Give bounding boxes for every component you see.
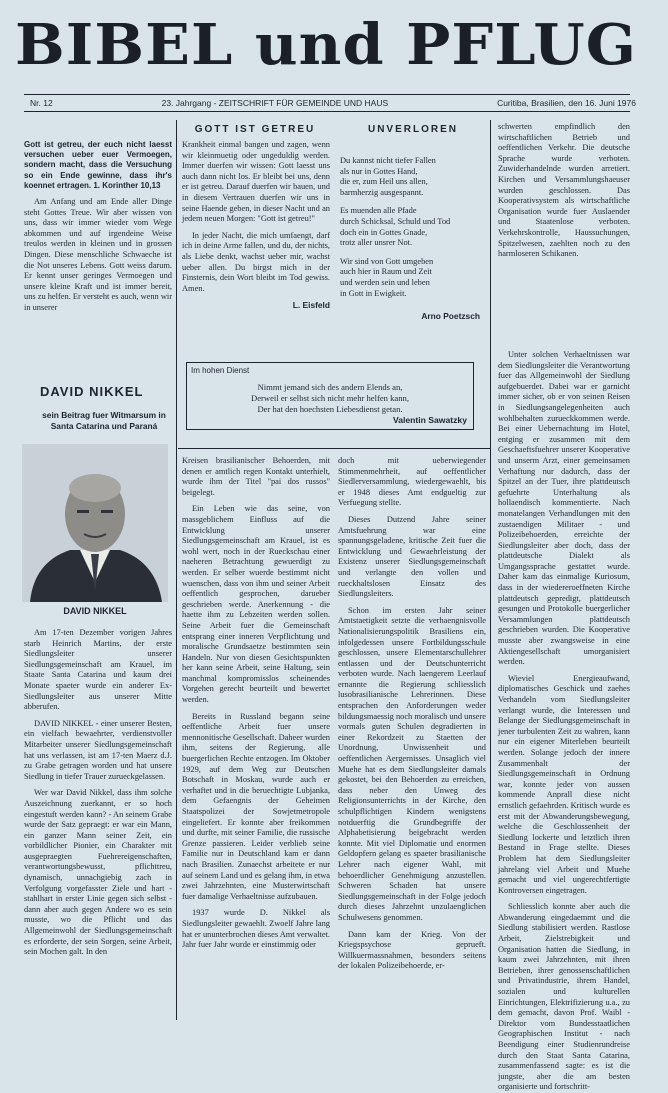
article-paragraph: Schliesslich konnte aber auch die Abwanderung eingedaemmt und die Siedlung stabilisiert werden. Rastlose Arbeit, Zielstrebigkeit und Organisation hatten die Siedlung, in kaum zwei Jahrzehnten, mit ihren Betrieben, ihrer genossenschaftlichen und Privatindustrie, ihrem Handel, sozialen und kulturellen Einrichtungen, Elektrifizierung u.a., zu dem gemacht, davon Prof. Waibl - Direktor vom Bundesstaatlichen Geographischen Institut - nach Beendigung einer Studienrundreise durch den Staat Santa Catarina, zusammenfassend sagte: es ist die jungste, aber die am besten organisierte und fortschritt- [498, 902, 630, 1092]
article-paragraph: Dieses Dutzend Jahre seiner Amtsfuehrung war eine spannungsgeladene, kritische Zeit fuer die Entwicklung und Gewaehrleistung der Existenz unserer Siedlungsgemeinschaft und verlangte den vollen und rueckhaltslosen Einsatz des Siedlungsleiters. [338, 514, 486, 599]
nikkel-column-1 [24, 628, 172, 1020]
poem-line: Es muenden alle Pfade [340, 206, 417, 216]
nikkel-column-2 [182, 456, 330, 1020]
article-author: L. Eisfeld [292, 300, 330, 311]
quote-box-title: Im hohen Dienst [191, 366, 250, 375]
section-rule [178, 448, 490, 449]
quote-author: Valentin Sawatzky [392, 415, 467, 425]
article-paragraph: DAVID NIKKEL - einer unserer Besten, ein vielfach bewaehrter, verdienstvoller Mitarbeiter unserer Siedlungsgemeinschaft hat uns verlassen, ist am 17-ten Maerz d.J. zu Grabe getragen worden und hat unsere Siedlung in tiefer Trauer zurueckgelassen. [24, 718, 172, 781]
portrait-photo [22, 444, 168, 602]
article-paragraph: schwerten empfindlich den wirtschaftlichen Betrieb und oeffentlichen Verkehr. Die deutsche Sprache wurde verboten. Zuwiderhandelnde wurden arretiert. Kirchen und Versammlungshaeuser wurden geschlossen. Das Kooperativsystem als wirtschaftliche Organisation wurde fuer Auslaender und Staatenlose verboten. Verkehrskontrolle, Haussuchungen, Spitzelwesen, zaehlten noch zu den harmloseren Schikanen. [498, 122, 630, 259]
top-rule [24, 94, 630, 95]
issue-rule [24, 111, 630, 112]
poem-heading: UNVERLOREN [367, 124, 458, 135]
poem-stanza [340, 257, 490, 299]
poem-column [340, 156, 490, 346]
poem-line: die er, zum Heil uns allen, [340, 177, 428, 187]
masthead-title: BIBEL und PFLUG [15, 12, 637, 78]
poem-line: durch Schicksal, Schuld und Tod [340, 216, 451, 226]
article-paragraph: Unter solchen Verhaeltnissen war dem Siedlungsleiter die Verantwortung fuer das Allgemeinwohl der Siedlung aufgebuerdet. Dabei war er garnicht immer sicher, ob er von seinen Reisen in Siedlungsangelegenheiten auch wohlbehalten zurueckkommen werde. Bei einer Uebernachtung im Hotel, entging er zusammen mit dem Geschaeftsfuehrer unserer Kooperative und unserm Arzt, einer gemeinsamen Verhaftung nur dadurch, dass der Spitzel an der Tuer, ihre plattdeutsch gefuehrte Unterhaltung als hollaendisch kommentierte. Nach monatelangen Verhandlungen mit den zustaendigen Militaer - und Polizeibehoerden, erreichte der Siedlungsleiter aber doch, dass der plattdeutsche Dialekt als Umgangssprache gestattet wurde. Daher kam das einmalige Kuriosum, dass in der wiedereroeffneten Kirche plattdeutsch gepredigt, plattdeutsch gesungen und Protokolle buergerlicher Versammlungen plattdeutsch geschrieben wurden. Die Kooperative musste aber zwangsweise in eine Aktiengesellschaft umorganisiert werden. [498, 350, 630, 667]
poem-line: barmherzig ausgespannt. [340, 187, 424, 197]
article-paragraph: Schon im ersten Jahr seiner Amtstaetigkeit setzte die verhaengnisvolle Nationalisierungspolitik Brasiliens ein, infolgedessen unsere Fortbildungsschule geschlossen, unsere Elementarschullehrer entlassen und der Deutschunterricht verboten wurde. Nach laengerem Leerlauf ernannte die Regierung schliesslich lusobrasilianische Lehrerinnen. Diese entsprachen den Anforderungen weder bildungsmaessig noch moralisch und unsere vormals guten Schulen degradierten in einer Rekordzeit zu Staetten der Unordnung, Unwissenheit und oeffentlichen Aergernisses. Unsaglich viel Muehe hat es dem Siedlungsleiter damals gekostet, bei den Behoerden zu erreichen, dass neber den Unweg des Religionsunterrichts in der Kirche, den schulpflichtigen Kindern wenigstens notduerftig die Grundbegriffe der Alphabetisierung beigebracht werden konnte. Mit viel Diplomatie und enormen Geldopfern gelang es spaeter brasilianische Lehrer nach eigener Wahl, mit behoerdlicher Genehmigung anzustellen. Schweren Schaden hat unsere Siedlungsgemeinschaft in der Folge jedoch durch dieses Jahrzehnt unzulaenglichen Schulwesens genommen. [338, 605, 486, 922]
issue-line [30, 98, 636, 108]
article-continued-column [182, 140, 330, 346]
article-paragraph: Bereits in Russland begann seine oeffentliche Arbeit fuer unsere mennonitische Gesellschaft. Daheer wurden ihm, seitens der Regierung, alle buergerlichen Rechte entzogen. Im Oktober 1929, auf dem Weg zur Deutschen Botschaft in Moskau, wurde auch er verhaftet und in die beruechtigte Lubjanka, dem Gefaengnis der Geheimen Staatspolizei der Sowjetmetropole eingeliefert. Er konnte aber freikommen und durfte, mit seiner Familie, die russische Grenze passieren. Leider verblieb seine Familie nur in Deutschland kam er dann nach Brasilien. Zunaechst arbeitete er nur auf seinem Land und es gelang ihm, in etwa zwei Jahrzehnten, eine Musterwirtschaft fuer damalige Verhaeltnisse aufzubauen. [182, 711, 330, 901]
article-paragraph: In jeder Nacht, die mich umfaengt, darf ich in deine Arme fallen, und du, der nichts, als Liebe denkt, wachst ueber mir, wachst ueber allen. Du birgst mich in der Finsternis, dein Wort bleibt im Tod gewiss. Amen. [182, 230, 330, 293]
article-paragraph: Dann kam der Krieg. Von der Kriegspsychose geprueft. Willkuermassnahmen, besonders seitens der lokalen Polizeibehoerde, er- [338, 929, 486, 971]
quote-box [186, 362, 474, 430]
quote-line: Nimmt jemand sich des andern Elends an, [257, 382, 403, 392]
article-paragraph: Am 17-ten Dezember vorigen Jahres starb Heinrich Martins, der erste Siedlungsleiter unserer Siedlungsgemeinschaft am Krauel, im Staate Santa Catarina und kaum drei Monate spaeter wurde ein anderer Ex-Siedlungsleiter aus unserer Mitte abberufen. [24, 628, 172, 712]
poem-author: Arno Poetzsch [421, 311, 480, 322]
issue-number: Nr. 12 [30, 98, 53, 108]
article-paragraph: doch mit ueberwiegender Stimmenmehrheit, auf oeffentlicher Siedlerversammlung, wiedergewaehlt, bis er 1948 dieses Amt endgueltig zur Verfuegung stellte. [338, 456, 486, 508]
poem-stanza [340, 206, 490, 248]
poem-line: in Gott in Ewigkeit. [340, 288, 407, 298]
nikkel-subtitle: sein Beitrag fuer Witmarsum in Santa Catarina und Paraná [42, 410, 166, 431]
article-lead-column [24, 140, 172, 370]
article-heading: GOTT IST GETREU [194, 124, 316, 135]
place-date: Curitiba, Brasilien, den 16. Juni 1976 [497, 98, 636, 108]
quote-line: Der hat den hoechsten Liebesdienst getan. [257, 404, 403, 414]
volume-line: 23. Jahrgang - ZEITSCHRIFT FÜR GEMEINDE UND HAUS [161, 98, 389, 108]
nikkel-column-4 [498, 350, 630, 1092]
poem-line: trotz aller unsrer Not. [340, 238, 413, 248]
article-paragraph: Am Anfang und am Ende aller Dinge steht Gottes Treue. Wir aber wissen von uns, dass wir immer wieder vom Wege abkommen und auf irgendeine Weise treulos werden in kleinen und in grossen Dingen. Diese menschliche Schwaeche ist die Not unseres Lebens. Gott weiss darum. Er kennt unser geringes Vermoegen und unsere kleine Kraft und ist immer bereit, uns zu helfen. Er versteht es auch, wenn wir in unserer [24, 197, 172, 312]
nikkel-title: DAVID NIKKEL [40, 384, 144, 399]
bible-verse: Gott ist getreu, der euch nicht laesst versuchen ueber euer Vermoegen, sondern macht, dass die Versuchung so ein Ende gewinne, dass ihr's koennet ertragen. 1. Korinther 10,13 [24, 140, 172, 190]
nikkel-column-3 [338, 456, 486, 1020]
poem-stanza [340, 156, 490, 198]
article-paragraph: 1937 wurde D. Nikkel als Siedlungsleiter gewaehlt. Zwoelf Jahre lang hat er ununterbrochen dieses Amt verwaltet. Jahr fuer Jahr wurde er einstimmig oder [182, 908, 330, 950]
poem-line: auch hier in Raum und Zeit [340, 267, 432, 277]
poem-line: und werden sein und leben [340, 277, 430, 287]
column-divider [490, 120, 491, 1020]
article-paragraph: Krankheit einmal bangen und zagen, wenn wir kleinmuetig oder ungeduldig werden. Immer duerfen wir wissen: Gott laesst uns auch dann nicht los. Er bleibt bei uns, denn er ist getreu. Darauf duerfen wir bauen, und in diesem Vertrauen duerfen wir uns in seine Haende geben, in dieser Nacht und an jedem neuen Morgen: "Gott ist getreu!" [182, 140, 330, 224]
poem-line: Du kannst nicht tiefer Fallen [340, 156, 436, 165]
continuation-column [498, 122, 630, 346]
poem-line: doch ein in Gottes Gnade, [340, 227, 428, 237]
poem-line: als nur in Gottes Hand, [340, 166, 418, 176]
article-paragraph: Wieviel Energieaufwand, diplomatisches Geschick und zaehes Verhandeln vom Siedlungsleiter verlangt wurde, die Interessen und Belange der Siedlungsgemeinschaft in jener turbulenten Zeit zu wahren, kann nur ein eigener Miterleben beurteilt werden. Solange jedoch der innere Zusammenhalt der Siedlungsgemeinschaft in Ordnung war, konnte jeder von aussen kommende Anprall diese nicht ernstlich gefaehrden. Kritisch wurde es erst mit der Abwanderungsbewegung, welche die Geschlossenheit der Siedlung lockerte und letztlich ihren Bestand in Frage stellte. Dieses Problem hat dem Siedlungsleiter jahrelang viel Arbeit und Muehe gemacht und viel ungerechtfertigte Kontroversen eingetragen. [498, 673, 630, 895]
portrait-image [22, 444, 168, 602]
article-paragraph: Wer war David Nikkel, dass ihm solche Auszeichnung zuerkannt, er so hoch eingestuft werden kann? - An seinem Grabe wurde der Satz gepraegt: er war ein Mann, ein ganzer Mann seiner Zeit, ein vorbildlicher Pionier, ein Charakter mit ausgepraegten Fuehrereigenschaften, verantwortungsbewusst, pflichttreu, dynamisch, unnachgiebig zach in Verfolgung vorgefasster Ziele und hart - stahlhart in erster Linie gegen sich selbst - dann aber auch gegen Andere wo es sein musste, wo die Pflicht und das Allgemeinwohl der Siedlungsgemeinschaft es erforderte, der sein Sorgen, seine Arbeit, sein Mochen galt. In den [24, 788, 172, 957]
photo-caption: DAVID NIKKEL [63, 606, 127, 616]
quote-line: Derweil er selbst sich nicht mehr helfen kann, [251, 393, 409, 403]
column-divider [176, 120, 177, 1020]
article-paragraph: Ein Leben wie das seine, von massgeblichem Einfluss auf die Entwicklung unserer Siedlungsgemeinschaft am Krauel, ist es wohl wert, noch in der Rueckschau einer naeheren Betrachtung gewuerdigt zu werden. Er selber wuerde bestimmt nicht wuenschen, dass von ihm und seiner Arbeit oeffentlich gesprochen, darueber geschrieben werde. Anerkennung - die haette ihm zu Lebzeiten werden sollen. Seine Arbeit fuer die Gemeinschaft entsprang einer inneren Verpflichtung und moralische Grundsaetze bestimmten sein Handeln. Nur von diesen Gesichtspunkten her kann seine Arbeit, seine Haltung, sein manchmal kompromisslos scheinendes Vorgehen gerecht beurteilt und bewertet werden. [182, 504, 330, 705]
poem-line: Wir sind von Gott umgeben [340, 256, 434, 266]
article-paragraph: Kreisen brasilianischer Behoerden, mit denen er amtlich regen Kontakt unterhielt, wurde ihm der Titel "pai dos russos" beigelegt. [182, 456, 330, 497]
